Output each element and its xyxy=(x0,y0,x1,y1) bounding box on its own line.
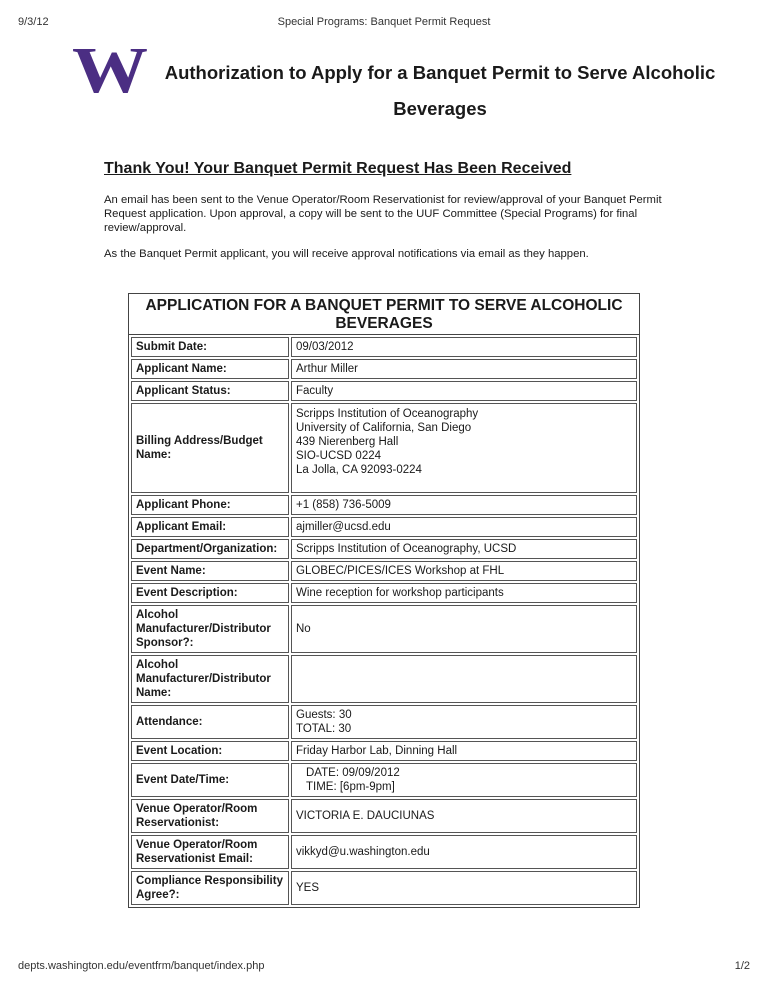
alcohol-name-label: Alcohol Manufacturer/Distributor Name: xyxy=(131,655,289,703)
table-row xyxy=(131,583,637,603)
attendance-total: TOTAL: 30 xyxy=(296,723,352,735)
billing-address-value xyxy=(291,403,637,493)
address-line: SIO-UCSD 0224 xyxy=(296,450,382,462)
applicant-status-label: Applicant Status: xyxy=(131,381,289,401)
form-title: APPLICATION FOR A BANQUET PERMIT TO SERVE ALCOHOLIC BEVERAGES xyxy=(129,294,639,335)
table-row xyxy=(131,655,637,703)
print-page-title: Special Programs: Banquet Permit Request xyxy=(277,16,491,28)
event-time: TIME: [6pm-9pm] xyxy=(306,781,395,793)
table-row xyxy=(131,763,637,797)
table-row xyxy=(131,561,637,581)
table-row xyxy=(131,517,637,537)
department-label: Department/Organization: xyxy=(131,539,289,559)
venue-email-value: vikkyd@u.washington.edu xyxy=(291,835,637,869)
address-line: Scripps Institution of Oceanography xyxy=(296,408,479,420)
notification-message: As the Banquet Permit applicant, you will receive approval notifications via email as they happen. xyxy=(104,248,589,260)
applicant-phone-value: +1 (858) 736-5009 xyxy=(291,495,637,515)
department-value: Scripps Institution of Oceanography, UCSD xyxy=(291,539,637,559)
table-row xyxy=(131,741,637,761)
application-form xyxy=(128,293,640,908)
address-line: La Jolla, CA 92093-0224 xyxy=(296,464,422,476)
table-row xyxy=(131,403,637,493)
applicant-phone-label: Applicant Phone: xyxy=(131,495,289,515)
event-name-value: GLOBEC/PICES/ICES Workshop at FHL xyxy=(291,561,637,581)
table-row xyxy=(131,871,637,905)
compliance-value: YES xyxy=(291,871,637,905)
compliance-label: Compliance Responsibility Agree?: xyxy=(131,871,289,905)
alcohol-sponsor-value: No xyxy=(291,605,637,653)
event-datetime-label: Event Date/Time: xyxy=(131,763,289,797)
table-row xyxy=(131,381,637,401)
venue-email-label: Venue Operator/Room Reservationist Email: xyxy=(131,835,289,869)
page-heading: Authorization to Apply for a Banquet Permit to Serve Alcoholic Beverages xyxy=(164,62,716,119)
uw-logo xyxy=(72,43,148,95)
print-date: 9/3/12 xyxy=(18,16,49,28)
submit-date-value: 09/03/2012 xyxy=(291,337,637,357)
venue-operator-value: VICTORIA E. DAUCIUNAS xyxy=(291,799,637,833)
alcohol-name-value xyxy=(291,655,637,703)
event-datetime-value xyxy=(291,763,637,797)
table-row xyxy=(131,359,637,379)
attendance-guests: Guests: 30 xyxy=(296,709,352,721)
table-row xyxy=(131,835,637,869)
event-location-value: Friday Harbor Lab, Dinning Hall xyxy=(291,741,637,761)
event-name-label: Event Name: xyxy=(131,561,289,581)
footer-page-number: 1/2 xyxy=(734,960,750,972)
attendance-value xyxy=(291,705,637,739)
uw-logo-letter: W xyxy=(72,43,148,95)
event-description-value: Wine reception for workshop participants xyxy=(291,583,637,603)
applicant-name-label: Applicant Name: xyxy=(131,359,289,379)
submit-date-label: Submit Date: xyxy=(131,337,289,357)
application-table xyxy=(129,335,639,907)
confirmation-message: An email has been sent to the Venue Operator/Room Reservationist for review/approval of your Banquet Permit Request application. Upon approval, a copy will be sent to the UUF Committee (Special Programs) for final review/approval. xyxy=(104,194,662,234)
event-location-label: Event Location: xyxy=(131,741,289,761)
address-line: 439 Nierenberg Hall xyxy=(296,436,399,448)
billing-address-label: Billing Address/Budget Name: xyxy=(131,403,289,493)
table-row xyxy=(131,539,637,559)
address-line: University of California, San Diego xyxy=(296,422,472,434)
applicant-status-value: Faculty xyxy=(291,381,637,401)
applicant-name-value: Arthur Miller xyxy=(291,359,637,379)
table-row xyxy=(131,799,637,833)
event-description-label: Event Description: xyxy=(131,583,289,603)
attendance-label: Attendance: xyxy=(131,705,289,739)
footer-url: depts.washington.edu/eventfrm/banquet/index.php xyxy=(18,960,265,972)
applicant-email-label: Applicant Email: xyxy=(131,517,289,537)
table-row xyxy=(131,337,637,357)
table-row xyxy=(131,705,637,739)
table-row xyxy=(131,495,637,515)
confirmation-title: Thank You! Your Banquet Permit Request Has Been Received xyxy=(104,160,572,177)
applicant-email-value: ajmiller@ucsd.edu xyxy=(291,517,637,537)
venue-operator-label: Venue Operator/Room Reservationist: xyxy=(131,799,289,833)
event-date: DATE: 09/09/2012 xyxy=(306,767,400,779)
alcohol-sponsor-label: Alcohol Manufacturer/Distributor Sponsor?: xyxy=(131,605,289,653)
table-row xyxy=(131,605,637,653)
